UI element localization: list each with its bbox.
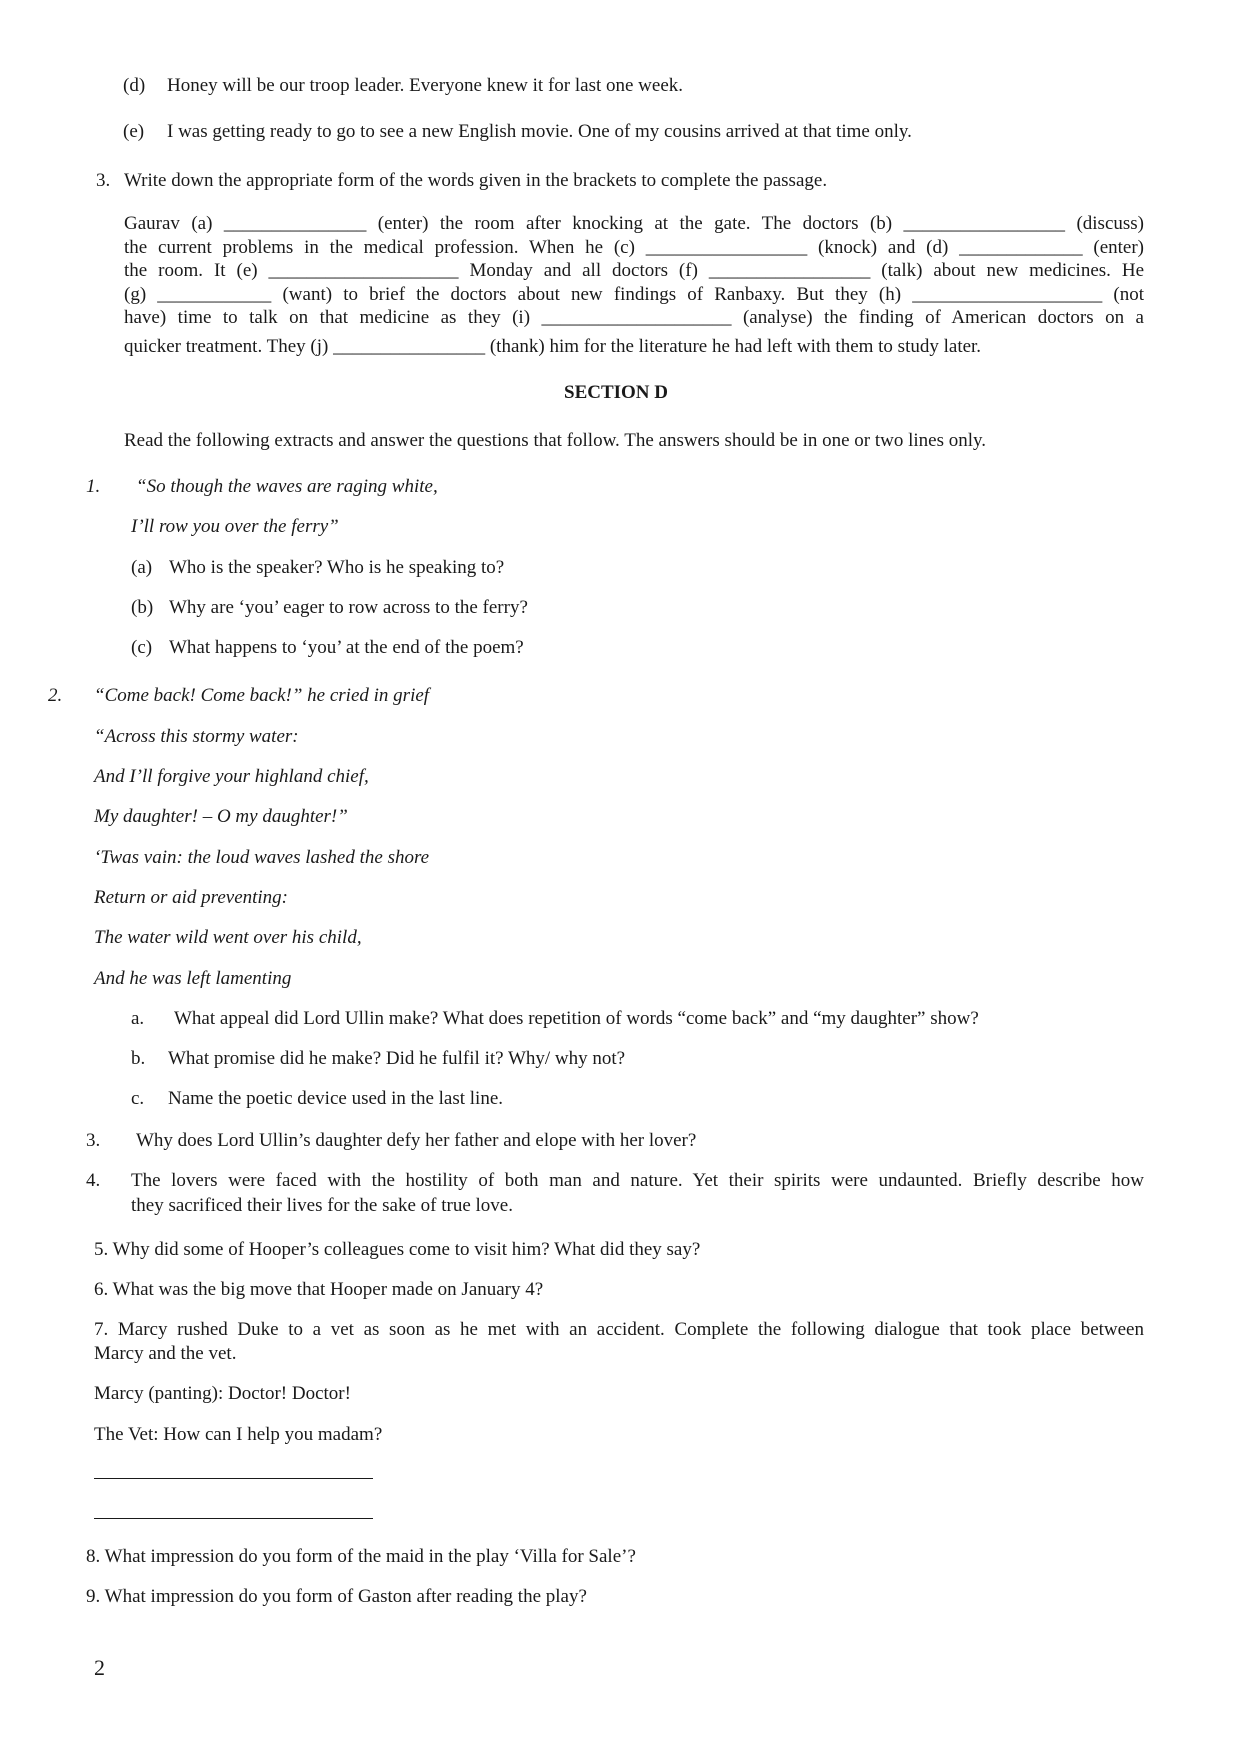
extract2-line: My daughter! – O my daughter!” bbox=[94, 806, 348, 827]
q7-line2: Marcy and the vet. bbox=[94, 1343, 237, 1364]
item-d-text: Honey will be our troop leader. Everyone knew it for last one week. bbox=[167, 75, 684, 96]
q7-line1: 7. Marcy rushed Duke to a vet as soon as he met with an accident. Complete the following dialogue that took place between bbox=[94, 1319, 1144, 1340]
passage-line: have) time to talk on that medicine as they (i) ____________________ (analyse) the finding of American doctors on a bbox=[124, 307, 1144, 328]
passage-last-line: quicker treatment. They (j) ________________ (thank) him for the literature he had left with them to study later. bbox=[124, 336, 982, 357]
extract2-q-c-label: c. bbox=[131, 1088, 145, 1109]
extract2-q-a-label: a. bbox=[131, 1008, 145, 1029]
extract2-line: And I’ll forgive your highland chief, bbox=[94, 766, 369, 787]
q5-text: 5. Why did some of Hooper’s colleagues come to visit him? What did they say? bbox=[94, 1239, 701, 1260]
item-d-label: (d) bbox=[123, 75, 146, 96]
q6-text: 6. What was the big move that Hooper made on January 4? bbox=[94, 1279, 544, 1300]
passage-line: the room. It (e) ____________________ Monday and all doctors (f) _________________ (talk) about new medicines. He bbox=[124, 260, 1144, 281]
extract2-line: “Across this stormy water: bbox=[94, 726, 299, 747]
q4-line1: The lovers were faced with the hostility of both man and nature. Yet their spirits were undaunted. Briefly describe how bbox=[131, 1170, 1144, 1191]
extract1-q-a-label: (a) bbox=[131, 557, 153, 578]
answer-line bbox=[94, 1518, 373, 1519]
extract2-first-line: “Come back! Come back!” he cried in grief bbox=[94, 685, 430, 706]
extract1-q-b-label: (b) bbox=[131, 597, 154, 618]
extract2-line: And he was left lamenting bbox=[94, 968, 292, 989]
q3-long-text: Why does Lord Ullin’s daughter defy her father and elope with her lover? bbox=[136, 1130, 697, 1151]
dialogue-marcy: Marcy (panting): Doctor! Doctor! bbox=[94, 1383, 351, 1404]
q4-line2: they sacrificed their lives for the sake of true love. bbox=[131, 1195, 513, 1216]
q9-text: 9. What impression do you form of Gaston after reading the play? bbox=[86, 1586, 587, 1607]
extract2-number: 2. bbox=[48, 685, 63, 706]
section-d-instruction: Read the following extracts and answer the questions that follow. The answers should be in one or two lines only. bbox=[124, 430, 987, 451]
extract1-line1: “So though the waves are raging white, bbox=[136, 476, 438, 497]
extract1-number: 1. bbox=[86, 476, 101, 497]
extract1-q-b-text: Why are ‘you’ eager to row across to the ferry? bbox=[169, 597, 528, 618]
extract2-line: The water wild went over his child, bbox=[94, 927, 362, 948]
passage-line: the current problems in the medical profession. When he (c) _________________ (knock) and (d) _____________ (enter) bbox=[124, 237, 1144, 258]
extract2-line: Return or aid preventing: bbox=[94, 887, 289, 908]
extract1-q-a-text: Who is the speaker? Who is he speaking to? bbox=[169, 557, 505, 578]
extract2-line: ‘Twas vain: the loud waves lashed the shore bbox=[94, 847, 430, 868]
q8-text: 8. What impression do you form of the maid in the play ‘Villa for Sale’? bbox=[86, 1546, 636, 1567]
passage-line: (g) ____________ (want) to brief the doctors about new findings of Ranbaxy. But they (h) ____________________ (not bbox=[124, 284, 1144, 305]
extract2-q-b-label: b. bbox=[131, 1048, 146, 1069]
dialogue-vet: The Vet: How can I help you madam? bbox=[94, 1424, 383, 1445]
extract2-q-a-text: What appeal did Lord Ullin make? What does repetition of words “come back” and “my daughter” show? bbox=[174, 1008, 979, 1029]
section-d-heading: SECTION D bbox=[564, 382, 668, 403]
extract1-line2: I’ll row you over the ferry” bbox=[131, 516, 339, 537]
passage-line: Gaurav (a) _______________ (enter) the room after knocking at the gate. The doctors (b) _________________ (discuss) bbox=[124, 213, 1144, 234]
answer-line bbox=[94, 1478, 373, 1479]
q3-long-number: 3. bbox=[86, 1130, 101, 1151]
extract2-q-b-text: What promise did he make? Did he fulfil it? Why/ why not? bbox=[168, 1048, 626, 1069]
extract2-q-c-text: Name the poetic device used in the last line. bbox=[168, 1088, 504, 1109]
item-e-label: (e) bbox=[123, 121, 145, 142]
q3-instruction: Write down the appropriate form of the words given in the brackets to complete the passage. bbox=[124, 170, 828, 191]
item-e-text: I was getting ready to go to see a new English movie. One of my cousins arrived at that time only. bbox=[167, 121, 912, 142]
q4-number: 4. bbox=[86, 1170, 101, 1191]
extract1-q-c-label: (c) bbox=[131, 637, 153, 658]
extract1-q-c-text: What happens to ‘you’ at the end of the poem? bbox=[169, 637, 524, 658]
page-number: 2 bbox=[94, 1655, 105, 1680]
q3-number: 3. bbox=[96, 170, 111, 191]
